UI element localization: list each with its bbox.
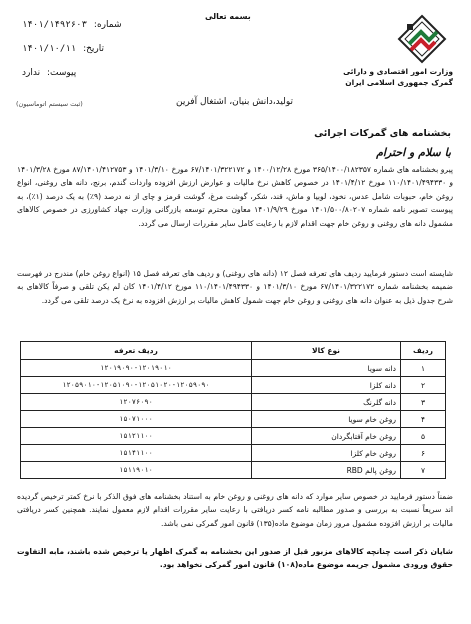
goods-name: دانه سویا xyxy=(252,360,401,377)
number-value: ۱۴۰۱/۱۴۹۲۶۰۳ xyxy=(22,20,88,30)
letter-date xyxy=(22,44,104,54)
date-label: تاریخ: xyxy=(83,44,105,54)
ministry-block xyxy=(343,66,453,88)
attachment-label: پیوست: xyxy=(46,68,77,78)
ministry-name: وزارت امور اقتصادی و دارائی xyxy=(343,67,453,76)
system-note: (ثبت سیستم اتوماسیون) xyxy=(16,100,83,108)
row-number: ۶ xyxy=(401,445,446,462)
header-row-number: ردیف xyxy=(401,342,446,360)
recipient-line: تولید،دانش بنیان، اشتغال آفرین xyxy=(175,97,293,107)
row-number: ۳ xyxy=(401,394,446,411)
commodity-table xyxy=(20,341,446,479)
customs-name: گمرک جمهوری اسلامی ایران xyxy=(345,78,453,87)
paragraph-4: شایان ذکر است چنانچه کالاهای مزبور قبل از صدور این بخشنامه به گمرک اظهار یا ترخیص شده باشند، مابه التفاوت حقوق ورودی مشمول جریمه موضوع ماده(۱۰۸) قانون امور گمرکی نخواهد بود. xyxy=(17,547,453,570)
date-value: ۱۴۰۱/۱۰/۱۱ xyxy=(22,44,77,54)
tariff-code: ۱۵۱۴۱۱۰۰ xyxy=(21,445,252,462)
table-header-row xyxy=(21,342,446,360)
goods-name: روغن خام سویا xyxy=(252,411,401,428)
attachment-value: ندارد xyxy=(22,68,41,78)
header-tariff: ردیف تعرفه xyxy=(21,342,252,360)
table-row xyxy=(21,428,446,445)
row-number: ۵ xyxy=(401,428,446,445)
row-number: ۱ xyxy=(401,360,446,377)
row-number: ۷ xyxy=(401,462,446,479)
letter-number xyxy=(22,20,122,30)
table-row xyxy=(21,445,446,462)
table-row xyxy=(21,394,446,411)
tariff-code: ۱۵۰۷۱۰۰۰ xyxy=(21,411,252,428)
greeting: با سلام و احترام xyxy=(376,146,451,159)
goods-name: روغن پالم RBD xyxy=(252,462,401,479)
table-row xyxy=(21,360,446,377)
tariff-code: ۱۲۰۷۶۰۹۰ xyxy=(21,394,252,411)
header-goods-type: نوع کالا xyxy=(252,342,401,360)
letter-heading: بخشنامه های گمرکات اجرائی xyxy=(314,128,451,139)
table-row xyxy=(21,377,446,394)
paragraph-1: پیرو بخشنامه های شماره ۳۶۵/۱۴۰۰/۱۸۲۳۵۷ مورخ ۱۴۰۰/۱۲/۲۸ و ۶۷/۱۴۰۱/۳۲۲۱۷۲ مورخ ۱۴۰۱/۳/۱۰ و ۸۷/۱۴۰۱/۴۱۲۷۵۳ مورخ ۱۴۰۱/۳/۲۸ و ۱۱۰/۱۴۰۱/۴۹۴۳۳۰ مورخ ۱۴۰۱/۴/۱۲ در خصوص کاهش نرخ مالیات و عوارض ارزش افزوده واردات گندم، برنج، دانه های روغنی، انواع روغن خام، حبوبات شامل عدس، نخود، لوبیا و ماش، قند، شکر، گوشت مرغ، گوشت قرمز و چای از نه درصد (۹٪) به یک درصد (۱٪)، به پیوست تصویر نامه شماره ۱۴۰۱/۵۰۰/۸۰۲۰۷ مورخ ۱۴۰۱/۹/۲۹ معاون محترم توسعه بازرگانی وزارت جهاد کشاورزی در خصوص کالاهای مشمول دانه های روغنی و روغن خام جهت اقدام لازم با رعایت کامل سایر مقررات ارسال می گردد. xyxy=(17,165,454,228)
goods-name: دانه گلرنگ xyxy=(252,394,401,411)
goods-name: دانه کلزا xyxy=(252,377,401,394)
letter-attachment xyxy=(22,68,76,78)
goods-name: روغن خام آفتابگردان xyxy=(252,428,401,445)
tariff-code: ۱۲۰۱۹۰۹۰-۱۲۰۱۹۰۱۰ xyxy=(21,360,252,377)
tariff-code: ۱۵۱۱۹۰۱۰ xyxy=(21,462,252,479)
tariff-code: ۱۵۱۲۱۱۰۰ xyxy=(21,428,252,445)
paragraph-2: شایسته است دستور فرمایید ردیف های تعرفه فصل ۱۲ (دانه های روغنی) و ردیف های تعرفه فصل ۱۵ (انواع روغن خام) مندرج در فهرست ضمیمه بخشنامه شماره ۶۷/۱۴۰۱/۳۲۲۱۷۲ مورخ ۱۴۰۱/۳/۱۰ و ۱۱۰/۱۴۰۱/۴۹۴۳۳۰ مورخ ۱۴۰۱/۴/۱۲ کان لم یکن تلقی و صرفاً کالاهای به شرح جدول ذیل به عنوان دانه های روغنی و روغن خام جهت شمول کاهش مالیات بر ارزش افزوده به نرخ یک درصد تلقی می گردد. xyxy=(17,269,454,305)
number-label: شماره: xyxy=(93,20,122,30)
table-row xyxy=(21,411,446,428)
row-number: ۴ xyxy=(401,411,446,428)
goods-name: روغن خام کلزا xyxy=(252,445,401,462)
row-number: ۲ xyxy=(401,377,446,394)
paragraph-3: ضمناً دستور فرمایید در خصوص سایر موارد که دانه های روغنی و روغن خام به استناد بخشنامه های فوق الذکر با نرخ کمتر ترخیص گردیده اند سریعاً نسبت به بررسی و صدور مطالبه نامه کسر دریافتی با رعایت سایر مقررات اقدام لازم معمول نمایند. همچنین کسر دریافتی مالیات بر ارزش افزوده مشمول مرور زمان موضوع ماده(۱۳۵) قانون امور گمرکی نمی باشد. xyxy=(17,492,453,528)
tariff-code: ۱۲۰۵۹۰۱۰-۱۲۰۵۱۰۹۰-۱۲۰۵۱۰۲۰-۱۲۰۵۹۰۹۰ xyxy=(21,377,252,394)
basmala: بسمه تعالی xyxy=(205,12,251,21)
table-row xyxy=(21,462,446,479)
customs-logo-icon xyxy=(397,14,447,64)
